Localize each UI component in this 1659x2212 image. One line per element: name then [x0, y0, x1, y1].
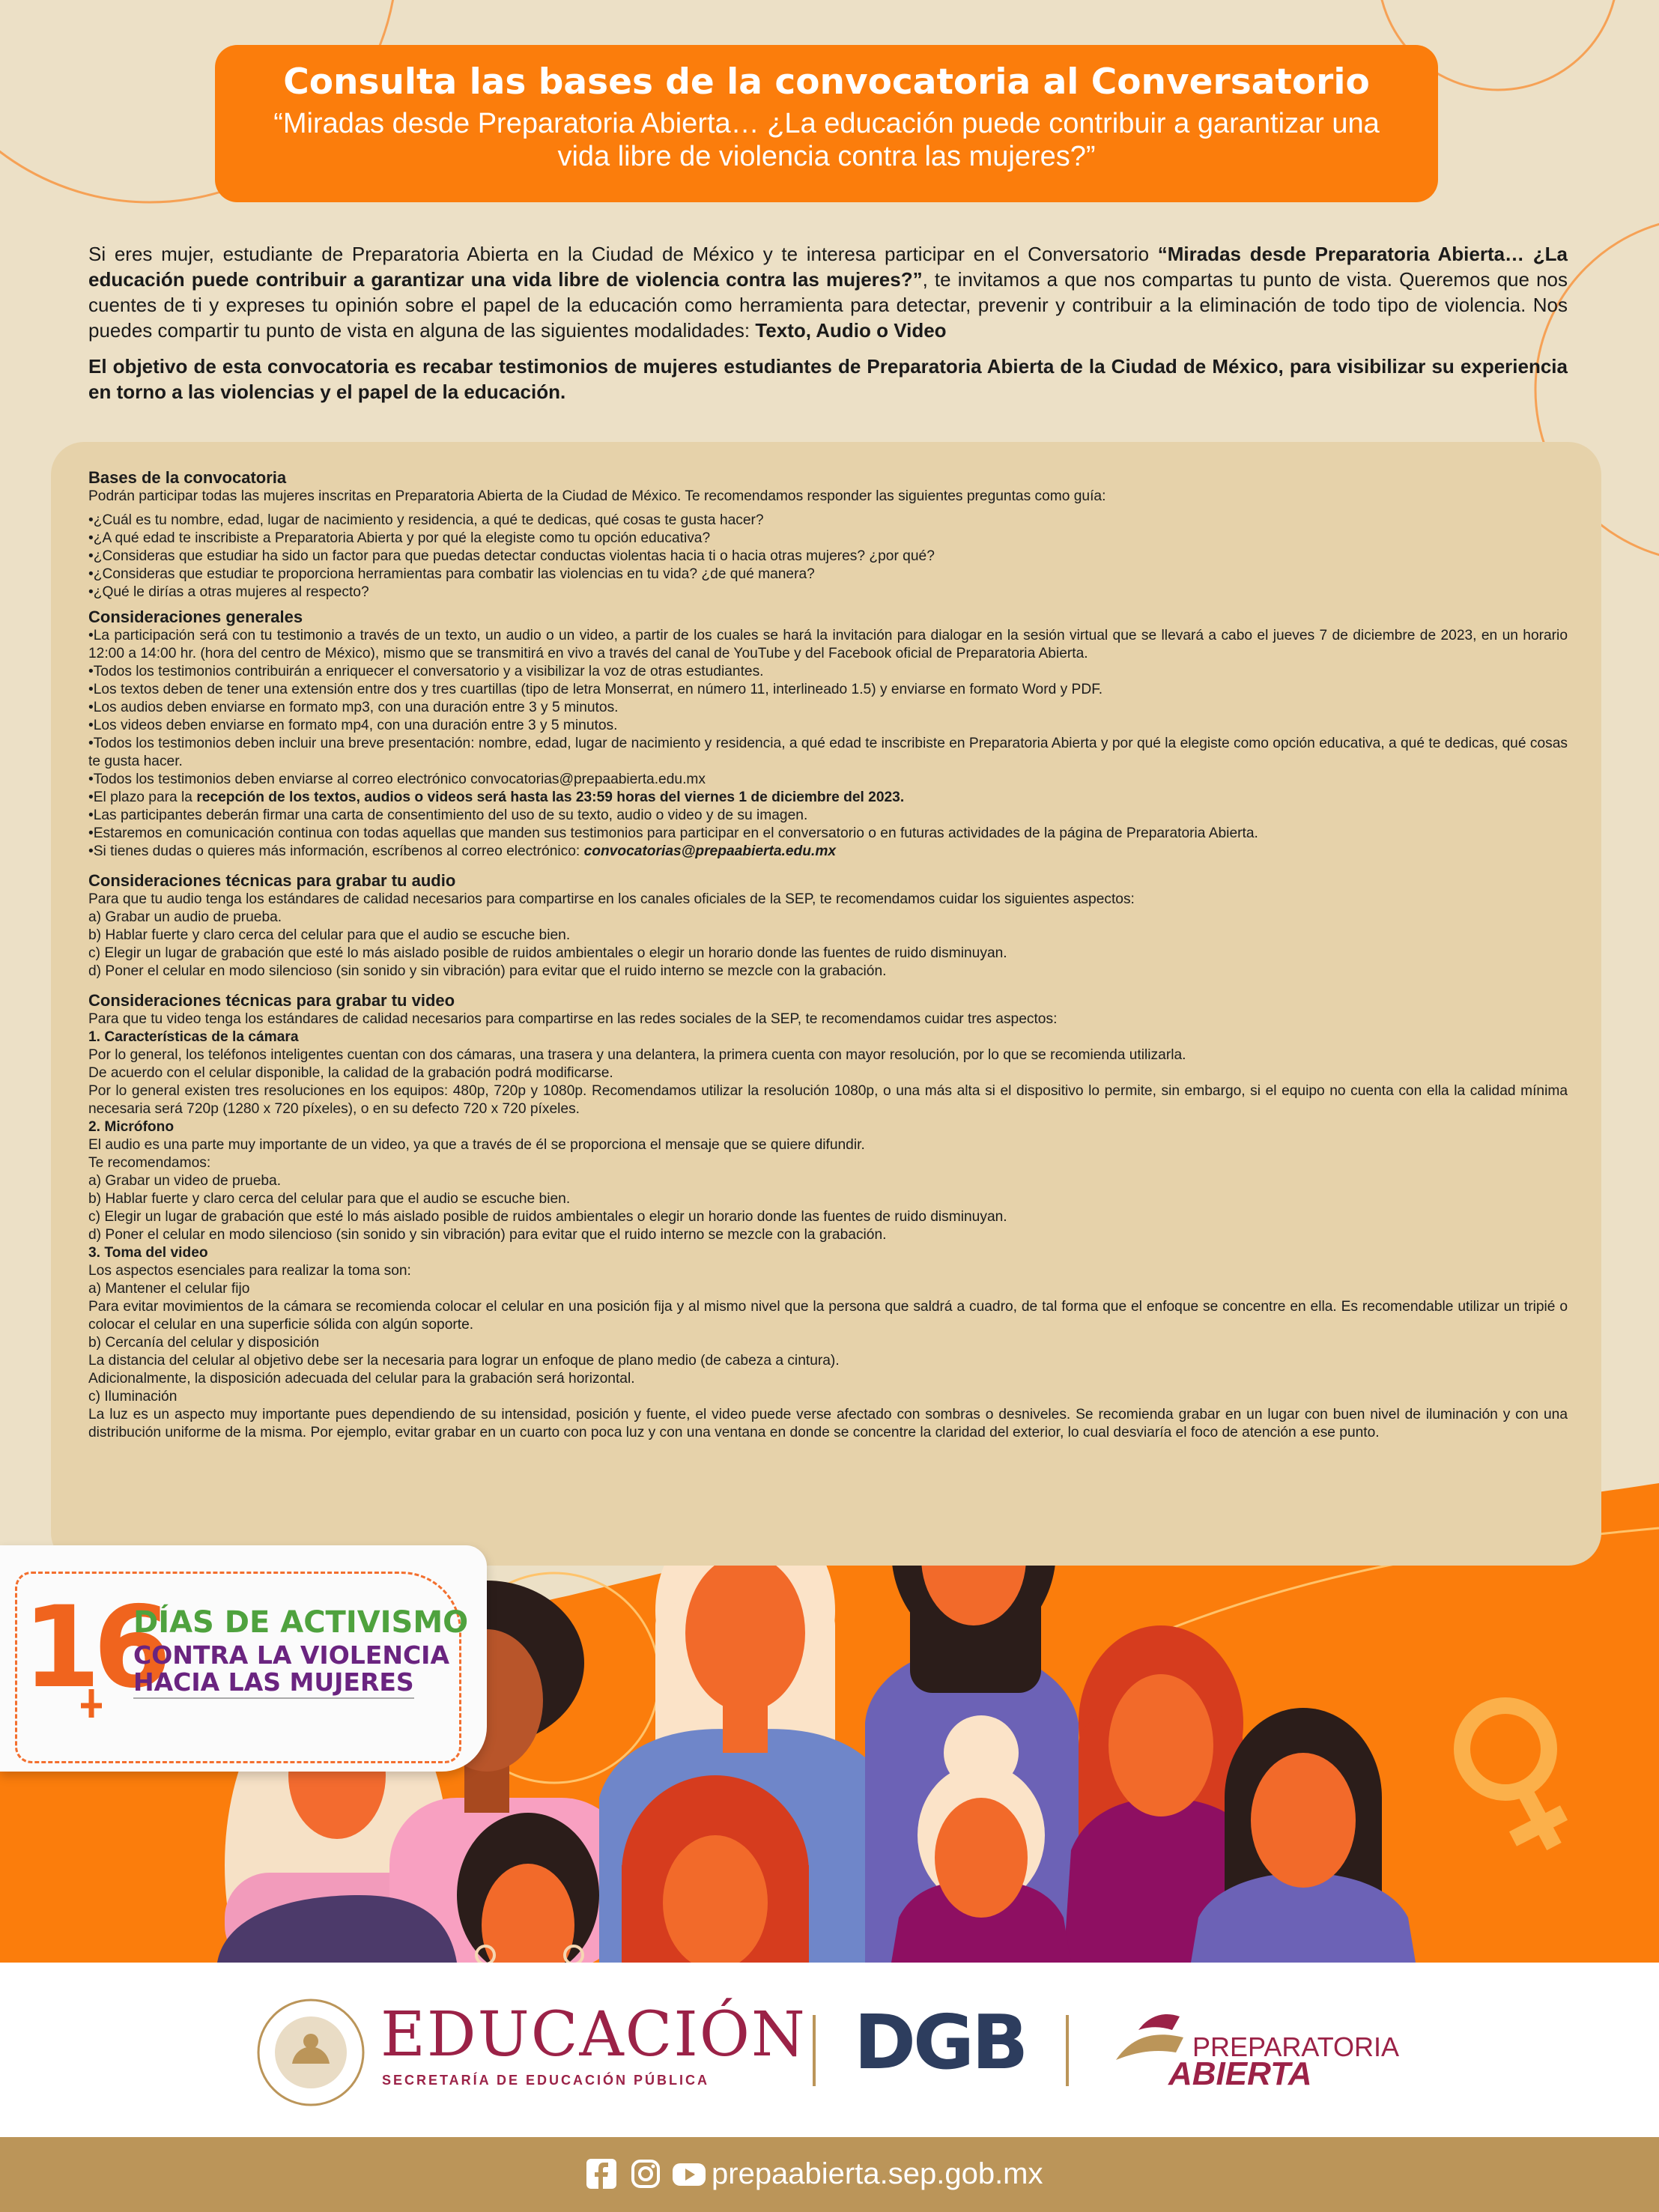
- video-line: Para evitar movimientos de la cámara se recomienda colocar el celular en una posición fija y al mismo nivel que la persona que saldrá a cuadro, de tal forma que el enfoque se concentre en ella. Es recomendable utilizar un tripié o colocar el celular en una superficie sólida con algún soporte.: [88, 1299, 1568, 1333]
- youtube-icon[interactable]: [673, 2159, 706, 2189]
- video-line: El audio es una parte muy importante de un video, ya que a través de él se proporciona el mensaje que se quiere difundir.: [88, 1137, 865, 1153]
- video-line: b) Hablar fuerte y claro cerca del celular para que el audio se escuche bien.: [88, 1191, 571, 1207]
- intro-text-continued: , te invitamos a que nos compartas tu punto de vista. Queremos que nos cuentes de ti y expreses tu opinión sobre el papel de la educación como herramienta para detectar, prevenir y contribuir a la eliminación de todo tipo de violencia. Nos puedes compartir tu punto de vista en alguna de las siguientes modalidades:: [88, 268, 1568, 342]
- prepa-abierta-line1: PREPARATORIA: [1192, 2031, 1400, 2062]
- generales-item: •Las participantes deberán firmar una carta de consentimiento del uso de su texto, audio o video y de su imagen.: [88, 807, 808, 823]
- generales-item: •Los videos deben enviarse en formato mp4, con una duración entre 3 y 5 minutos.: [88, 718, 618, 733]
- question-item: •¿Consideras que estudiar ha sido un factor para que puedas detectar conductas violentas hacia ti o hacia otras mujeres? ¿por qué?: [88, 548, 935, 564]
- header-subtitle: “Miradas desde Preparatoria Abierta… ¿La educación puede contribuir a garantizar una vida libre de violencia contra las mujeres?”: [273, 108, 1380, 172]
- video-title: Consideraciones técnicas para grabar tu video: [88, 991, 455, 1010]
- generales-item: •Estaremos en comunicación continua con todas aquellas que manden sus testimonios para participar en el conversatorio o en futuras actividades de la página de Preparatoria Abierta.: [88, 825, 1258, 841]
- video-line: De acuerdo con el celular disponible, la calidad de la grabación podrá modificarse.: [88, 1065, 613, 1081]
- badge-line1: DÍAS DE ACTIVISMO: [133, 1605, 469, 1640]
- badge-venus-icon: [75, 1689, 108, 1719]
- generales-item: •Los audios deben enviarse en formato mp3, con una duración entre 3 y 5 minutos.: [88, 700, 619, 715]
- video-line: Te recomendamos:: [88, 1155, 211, 1171]
- video-subtitle-shot: 3. Toma del video: [88, 1245, 208, 1261]
- question-item: •¿Cuál es tu nombre, edad, lugar de nacimiento y residencia, a qué te dedicas, qué cosas te gusta hacer?: [88, 512, 764, 528]
- video-line: Los aspectos esenciales para realizar la toma son:: [88, 1263, 411, 1279]
- generales-title: Consideraciones generales: [88, 607, 303, 626]
- video-line: La distancia del celular al objetivo debe ser la necesaria para lograr un enfoque de plano medio (de cabeza a cintura).: [88, 1353, 840, 1369]
- deadline-text: •El plazo para la: [88, 790, 197, 805]
- generales-item: •Todos los testimonios contribuirán a enriquecer el conversatorio y a visibilizar la voz de otras estudiantes.: [88, 664, 764, 679]
- badge-line3: HACIA LAS MUJERES: [133, 1669, 414, 1699]
- bases-section: [88, 468, 1568, 1442]
- contact-item: [88, 843, 1568, 861]
- intro-text: Si eres mujer, estudiante de Preparatoria Abierta en la Ciudad de México y te interesa participar en el Conversatorio: [88, 243, 1158, 265]
- prepa-abierta-line2: ABIERTA: [1168, 2055, 1312, 2092]
- audio-line: Para que tu audio tenga los estándares de calidad necesarios para compartirse en los canales oficiales de la SEP, te recomendamos cuidar los siguientes aspectos:: [88, 891, 1135, 907]
- contact-text: •Si tienes dudas o quieres más información, escríbenos al correo electrónico:: [88, 843, 584, 859]
- generales-item: •Todos los testimonios deben incluir una breve presentación: nombre, edad, lugar de nacimiento y residencia, a qué edad te inscribiste en Preparatoria Abierta y por qué la elegiste como opción educativa, a qué te dedicas, qué cosas te gusta hacer.: [88, 736, 1568, 769]
- generales-item: •Todos los testimonios deben enviarse al correo electrónico convocatorias@prepaabierta.edu.mx: [88, 772, 706, 787]
- deadline-date: recepción de los textos, audios o videos será hasta las 23:59 horas del viernes 1 de diciembre del 2023.: [196, 790, 905, 805]
- dgb-logo: DGB: [854, 1999, 1026, 2086]
- intro-section: [88, 241, 1568, 415]
- footer-logos: [0, 1963, 1659, 2137]
- video-line: Adicionalmente, la disposición adecuada del celular para la grabación será horizontal.: [88, 1371, 635, 1387]
- question-item: •¿Consideras que estudiar te proporciona herramientas para combatir las violencias en tu vida? ¿de qué manera?: [88, 566, 815, 582]
- sep-logo-subtext: SECRETARÍA DE EDUCACIÓN PÚBLICA: [382, 2073, 710, 2088]
- instagram-icon[interactable]: [631, 2159, 661, 2189]
- bases-title: Bases de la convocatoria: [88, 468, 287, 487]
- question-item: •¿Qué le dirías a otras mujeres al respecto?: [88, 584, 369, 600]
- intro-modalities: Texto, Audio o Video: [755, 319, 947, 342]
- logo-divider: [1066, 2015, 1069, 2086]
- generales-item: •Los textos deben de tener una extensión entre dos y tres cuartillas (tipo de letra Monserrat, en número 11, interlineado 1.5) y enviarse en formato Word y PDF.: [88, 682, 1103, 697]
- video-lead: Para que tu video tenga los estándares de calidad necesarios para compartirse en las redes sociales de la SEP, te recomendamos cuidar tres aspectos:: [88, 1011, 1058, 1027]
- generales-item: •La participación será con tu testimonio a través de un texto, un audio o un video, a partir de los cuales se hará la invitación para dialogar en la sesión virtual que se llevará a cabo el jueves 7 de diciembre de 2023, en un horario 12:00 a 14:00 hr. (hora del centro de México), mismo que se transmitirá en vivo a través del canal de YouTube y del Facebook oficial de Preparatoria Abierta.: [88, 628, 1568, 661]
- audio-line: a) Grabar un audio de prueba.: [88, 909, 282, 925]
- header-title: Consulta las bases de la convocatoria al Conversatorio: [283, 61, 1370, 103]
- video-line: Por lo general existen tres resoluciones en los equipos: 480p, 720p y 1080p. Recomendamos utilizar la resolución 1080p, o una más alta si el dispositivo lo permite, sin embargo, si el equipo no cuenta con ella la calidad mínima necesaria será 720p (1280 x 720 píxeles), o en su defecto 720 x 720 píxeles.: [88, 1083, 1568, 1117]
- intro-objective: [88, 354, 1568, 404]
- badge-line2: CONTRA LA VIOLENCIA: [133, 1640, 449, 1670]
- bases-lead: Podrán participar todas las mujeres inscritas en Preparatoria Abierta de la Ciudad de México. Te recomendamos responder las siguientes preguntas como guía:: [88, 488, 1106, 504]
- video-line: b) Cercanía del celular y disposición: [88, 1335, 320, 1351]
- badge-number: 16: [22, 1583, 164, 1713]
- deadline-item: [88, 789, 1568, 807]
- website-url-link[interactable]: prepaabierta.sep.gob.mx: [712, 2157, 1043, 2190]
- intro-paragraph: [88, 241, 1568, 343]
- video-line: c) Iluminación: [88, 1389, 178, 1405]
- audio-line: b) Hablar fuerte y claro cerca del celular para que el audio se escuche bien.: [88, 927, 571, 943]
- national-seal-icon: [255, 1996, 367, 2109]
- intro-event-title: “Miradas desde Preparatoria Abierta… ¿La educación puede contribuir a garantizar una vida libre de violencia contra las mujeres?”: [88, 243, 1568, 291]
- facebook-icon[interactable]: [586, 2159, 616, 2189]
- video-line: a) Mantener el celular fijo: [88, 1281, 250, 1297]
- audio-line: c) Elegir un lugar de grabación que esté lo más aislado posible de ruidos ambientales o elegir un horario donde las fuentes de ruido disminuyan.: [88, 945, 1007, 961]
- video-line: c) Elegir un lugar de grabación que esté lo más aislado posible de ruidos ambientales o elegir un horario donde las fuentes de ruido disminuyan.: [88, 1209, 1007, 1225]
- educacion-logo-text: EDUCACIÓN: [380, 1999, 807, 2070]
- video-line: La luz es un aspecto muy importante pues dependiendo de su intensidad, posición y fuente, el video puede verse afectado con sombras o desniveles. Se recomienda grabar en un lugar con buen nivel de iluminación y con una distribución uniforme de la misma. Por ejemplo, evitar grabar en un cuarto con poca luz y con una ventana en donde se concentre la claridad del exterior, lo cual desviaría el foco de atención a ese punto.: [88, 1407, 1568, 1440]
- video-line: Por lo general, los teléfonos inteligentes cuentan con dos cámaras, una trasera y una delantera, la primera cuenta con mayor resolución, por lo que se recomienda utilizarla.: [88, 1047, 1186, 1063]
- header-banner: [215, 45, 1438, 202]
- video-line: d) Poner el celular en modo silencioso (sin sonido y sin vibración) para evitar que el ruido interno se mezcle con la grabación.: [88, 1227, 887, 1243]
- objective-text: El objetivo de esta convocatoria es recabar testimonios de mujeres estudiantes de Preparatoria Abierta de la Ciudad de México, para visibilizar su experiencia en torno a las violencias y el papel de la educación.: [88, 355, 1568, 403]
- question-item: •¿A qué edad te inscribiste a Preparatoria Abierta y por qué la elegiste como tu opción educativa?: [88, 530, 711, 546]
- contact-email-link[interactable]: convocatorias@prepaabierta.edu.mx: [583, 843, 837, 859]
- logo-divider: [813, 2015, 816, 2086]
- badge-line2-3: [133, 1642, 449, 1699]
- audio-line: d) Poner el celular en modo silencioso (sin sonido y sin vibración) para evitar que el ruido interno se mezcle con la grabación.: [88, 963, 887, 979]
- video-subtitle-microphone: 2. Micrófono: [88, 1119, 175, 1135]
- video-line: a) Grabar un video de prueba.: [88, 1173, 282, 1189]
- video-subtitle-camera: 1. Características de la cámara: [88, 1029, 299, 1045]
- audio-title: Consideraciones técnicas para grabar tu audio: [88, 871, 456, 890]
